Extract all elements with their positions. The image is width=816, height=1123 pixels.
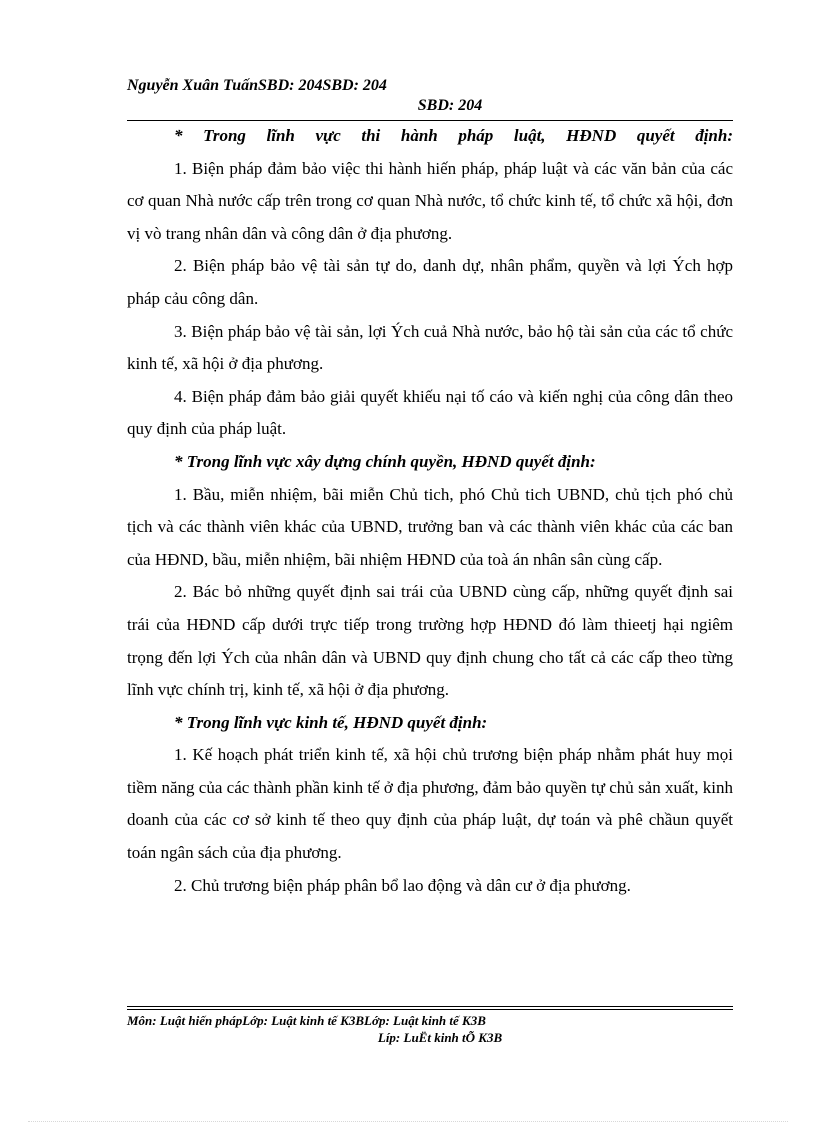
paragraph: 1. Kế hoạch phát triển kinh tế, xã hội chủ trương biện pháp nhằm phát huy mọi tiềm năng của các thành phần kinh tế ở địa phương, đảm bảo quyền tự chủ sản xuất, kinh doanh của các cơ sở kinh tế theo quy định của pháp luật, dự toán và phê chầun quyết toán ngân sách của địa phương. — [127, 745, 733, 863]
footer-divider-bottom — [127, 1009, 733, 1010]
paragraph: 2. Biện pháp bảo vệ tài sản tự do, danh dự, nhân phẩm, quyền và lợi Ých hợp pháp cảu công dân. — [127, 256, 733, 308]
header-sbd-line: SBD: 204 — [417, 97, 483, 114]
paragraph: 3. Biện pháp bảo vệ tài sản, lợi Ých cuả Nhà nước, bảo hộ tài sản của các tổ chức kinh tế, xã hội ở địa phương. — [127, 321, 733, 374]
footer-divider-top — [127, 1006, 733, 1007]
page-edge — [28, 1121, 788, 1122]
section-heading-economy: * Trong lĩnh vực kinh tế, HĐND quyết định: — [174, 712, 488, 732]
page-header — [127, 76, 733, 116]
section-heading-government: * Trong lĩnh vực xây dựng chính quyền, HĐND quyết định: — [174, 451, 596, 471]
paragraph: 1. Bầu, miễn nhiệm, bãi miễn Chủ tich, phó Chủ tich UBND, chủ tịch phó chủ tịch và các thành viên khác của UBND, trưởng ban và các thành viên khác của các ban của HĐND, bầu, miễn nhiệm, bãi nhiệm HĐND của toà án nhân sân cùng cấp. — [127, 484, 733, 569]
section-heading-law-enforcement: * Trong lĩnh vực thi hành pháp luật, HĐND quyết định: — [174, 126, 733, 145]
header-author-line: Nguyễn Xuân TuấnSBD: 204SBD: 204 — [127, 77, 387, 94]
footer-class-line: Líp: LuËt kinh tÕ K3B — [377, 1030, 503, 1045]
document-body — [127, 120, 733, 902]
page-footer — [127, 1012, 733, 1046]
paragraph: 4. Biện pháp đảm bảo giải quyết khiếu nại tố cáo và kiến nghị của công dân theo quy định của pháp luật. — [127, 386, 733, 439]
paragraph: 1. Biện pháp đảm bảo việc thi hành hiến pháp, pháp luật và các văn bản của các cơ quan Nhà nước cấp trên trong cơ quan Nhà nước, tổ chức kinh tế, tổ chức xã hội, đơn vị vò trang nhân dân và công dân ở địa phương. — [127, 158, 733, 243]
paragraph: 2. Bác bỏ những quyết định sai trái của UBND cùng cấp, những quyết định sai trái của HĐND cấp dưới trực tiếp trong trường hợp HĐND đó làm thieetj hại ngiêm trọng đến lợi Ých của nhân dân và UBND quy định chung cho tất cả các cấp theo từng lĩnh vực chính trị, kinh tế, xã hội ở địa phương. — [127, 582, 733, 700]
footer-subject-line: Môn: Luật hiến phápLớp: Luật kinh tế K3BLớp: Luật kinh tế K3B — [127, 1013, 486, 1028]
paragraph: 2. Chủ trương biện pháp phân bổ lao động và dân cư ở địa phương. — [174, 875, 631, 895]
